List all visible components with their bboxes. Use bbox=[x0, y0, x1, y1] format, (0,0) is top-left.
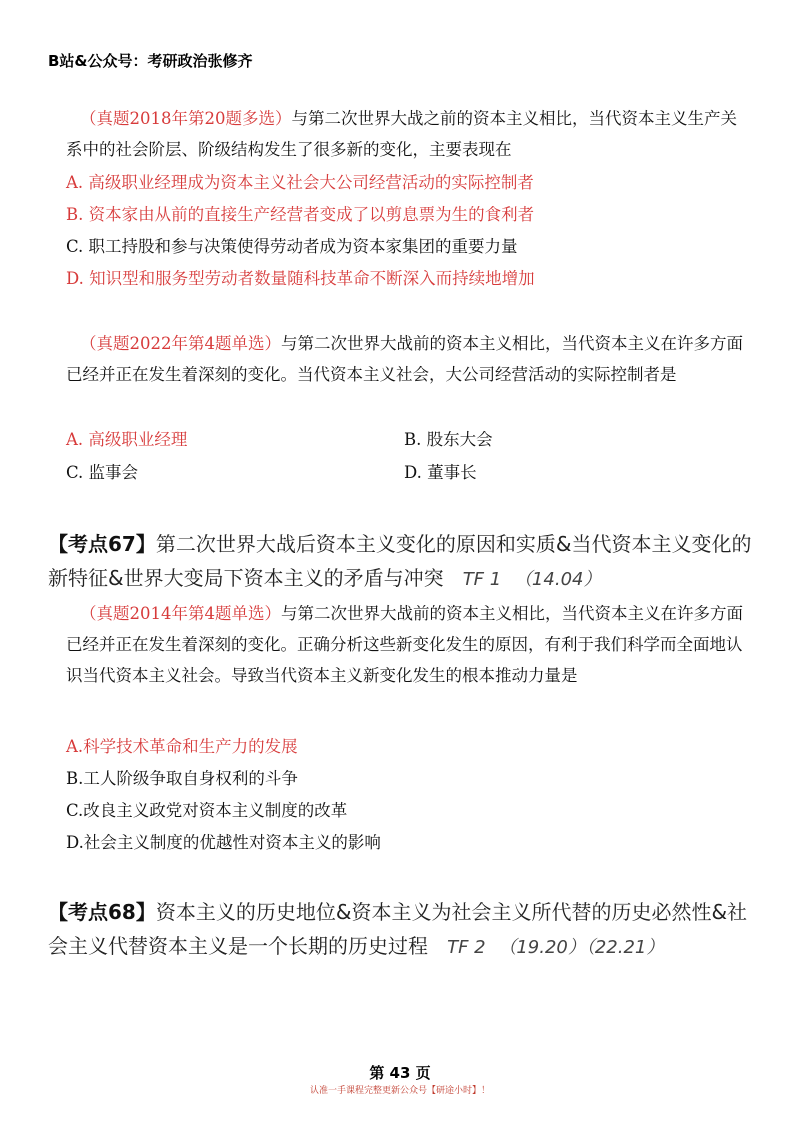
option-b: B.工人阶级争取自身权利的斗争 bbox=[66, 769, 298, 788]
option-d: D. 董事长 bbox=[404, 463, 477, 482]
key-point-text: 资本主义的历史地位&资本主义为社会主义所代替的历史必然性&社会主义代替资本主义是一个长期的历史过程 bbox=[48, 900, 748, 958]
key-point-text: 第二次世界大战后资本主义变化的原因和实质&当代资本主义变化的新特征&世界大变局下资本主义的矛盾与冲突 bbox=[48, 532, 752, 590]
option-d: D.社会主义制度的优越性对资本主义的影响 bbox=[66, 833, 381, 852]
question-2022-4 bbox=[66, 328, 746, 390]
option-a: A.科学技术革命和生产力的发展 bbox=[66, 737, 298, 756]
option-b: B. 资本家由从前的直接生产经营者变成了以剪息票为生的食利者 bbox=[66, 205, 535, 224]
question-stem: （真题2018年第20题多选）与第二次世界大战之前的资本主义相比，当代资本主义生产关系中的社会阶层、阶级结构发生了很多新的变化，主要表现在 bbox=[66, 109, 737, 159]
key-point-years: （14.04） bbox=[513, 569, 602, 590]
key-point-67 bbox=[48, 527, 753, 597]
key-point-tf: TF 2 bbox=[447, 937, 486, 958]
key-point-tag: 【考点68】 bbox=[48, 900, 156, 924]
question-source: （真题2022年第4题单选） bbox=[80, 334, 281, 353]
question-source: （真题2014年第4题单选） bbox=[80, 604, 281, 623]
key-point-years: （19.20）（22.21） bbox=[498, 937, 665, 958]
question-stem: （真题2022年第4题单选）与第二次世界大战前的资本主义相比，当代资本主义在许多方面已经并正在发生着深刻的变化。当代资本主义社会，大公司经营活动的实际控制者是 bbox=[66, 334, 743, 384]
option-c: C. 职工持股和参与决策使得劳动者成为资本家集团的重要力量 bbox=[66, 237, 518, 256]
header-channel: B站&公众号：考研政治张修齐 bbox=[48, 52, 253, 70]
question-2014-4 bbox=[66, 598, 746, 691]
option-a: A. 高级职业经理成为资本主义社会大公司经营活动的实际控制者 bbox=[66, 173, 534, 192]
option-b: B. 股东大会 bbox=[404, 430, 493, 449]
question-stem: （真题2014年第4题单选）与第二次世界大战前的资本主义相比，当代资本主义在许多方面已经并正在发生着深刻的变化。正确分析这些新变化发生的原因，有利于我们科学而全面地认识当代资本主义社会。导致当代资本主义新变化发生的根本推动力量是 bbox=[66, 604, 743, 685]
question-source: （真题2018年第20题多选） bbox=[80, 109, 292, 128]
option-a: A. 高级职业经理 bbox=[66, 430, 188, 449]
option-d: D. 知识型和服务型劳动者数量随科技革命不断深入而持续地增加 bbox=[66, 269, 535, 288]
footer-note: 认准一手课程完整更新公众号【研途小时】！ bbox=[309, 1086, 490, 1096]
key-point-68 bbox=[48, 895, 753, 965]
page-number: 第 43 页 bbox=[369, 1064, 431, 1082]
key-point-tf: TF 1 bbox=[462, 569, 502, 590]
option-c: C.改良主义政党对资本主义制度的改革 bbox=[66, 801, 348, 820]
option-c: C. 监事会 bbox=[66, 463, 139, 482]
key-point-tag: 【考点67】 bbox=[48, 532, 156, 556]
question-2018-20 bbox=[66, 103, 746, 165]
